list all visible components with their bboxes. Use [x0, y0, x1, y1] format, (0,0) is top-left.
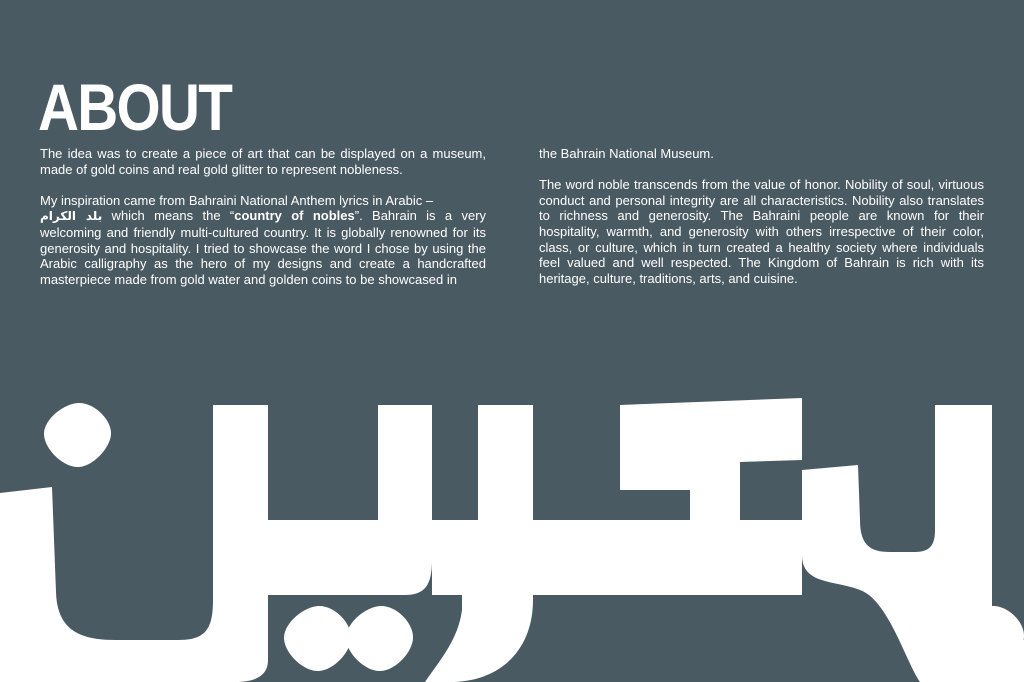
- calligraphy-ya-stroke: [268, 405, 432, 595]
- calligraphy-dot-bottom-2: [346, 606, 413, 671]
- paragraph-museum: the Bahrain National Museum.: [539, 146, 714, 161]
- calligraphy-ra-tail: [425, 405, 533, 682]
- inspiration-mid: which means the “: [102, 208, 235, 224]
- bahrain-calligraphy: [0, 380, 1024, 682]
- calligraphy-nun-bowl: [0, 405, 268, 682]
- page-title: ABOUT: [38, 70, 232, 144]
- right-text-column: [539, 146, 984, 302]
- inspiration-rest: ”. Bahrain is a very welcoming and friendly multi-cultured country. It is globally renowned for its generosity and hospitality. I tried to showcase the word I chose by using the Arabic calligraphy as the hero of my designs and create a handcrafted masterpiece made from gold water and golden coins to be showcased in: [40, 208, 487, 287]
- country-of-nobles: country of nobles: [234, 208, 355, 224]
- arabic-phrase: بلد الكرام: [40, 209, 103, 224]
- paragraph-inspiration: [40, 193, 486, 288]
- paragraph-idea: The idea was to create a piece of art that can be displayed on a museum, made of gold coins and real gold glitter to represent nobleness.: [40, 146, 486, 177]
- calligraphy-dot-bottom-1: [284, 606, 351, 671]
- paragraph-nobility: The word noble transcends from the value of honor. Nobility of soul, virtuous conduct and personal integrity are all characteristics. Nobility also translates to richness and generosity. The Bahraini people are known for their hospitality, warmth, and generosity with others irrespective of their color, class, or culture, which in turn created a healthy society where individuals feel valued and well respected. The Kingdom of Bahrain is rich with its heritage, culture, traditions, arts, and cuisine.: [539, 177, 984, 286]
- calligraphy-ha-body: [533, 398, 802, 595]
- inspiration-intro: My inspiration came from Bahraini National Anthem lyrics in Arabic –: [40, 192, 434, 208]
- calligraphy-dot-top: [44, 403, 111, 467]
- left-text-column: [40, 146, 486, 303]
